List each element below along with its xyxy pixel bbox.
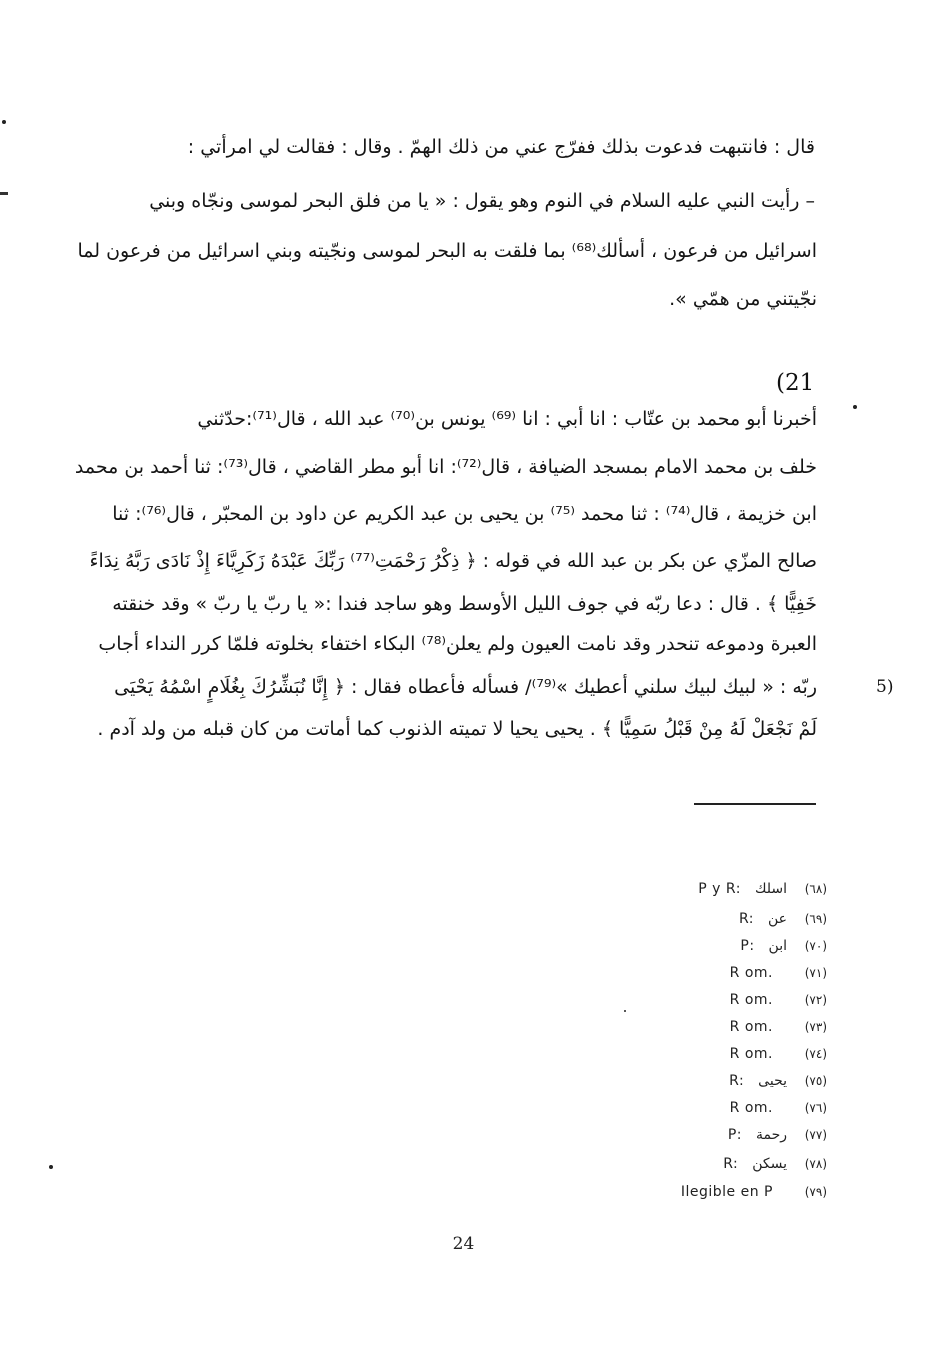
section-line-5: خَفِيًّا ﴾ . قال : دعا ربّه في جوف الليل الأوسط وهو ساجد فندا :« يا ربّ يا ربّ » وقد خنقته: [112, 593, 817, 615]
scan-speck: [853, 405, 857, 409]
footnote-word: ابن: [768, 938, 787, 954]
footnote-word: يسكن: [752, 1156, 787, 1172]
footnote-source: R om.: [729, 1046, 773, 1062]
paragraph1-line-2: – رأيت النبي عليه السلام في النوم وهو يقول : « يا من فلق البحر لموسى ونجّاه وبني: [149, 190, 815, 212]
section-line-7: ربّه : « لبيك لبيك سلني أعطيك »⁽⁷⁹⁾/ فسأله فأعطاه فقال : ﴿ إِنَّا نُبَشِّرُكَ بِغُلَامٍ اسْمُهُ يَحْيَى: [114, 676, 817, 698]
footnote-71: [567, 962, 827, 984]
paragraph1-line-1: قال : فانتبهت فدعوت بذلك ففرّج عني من ذلك الهمّ . وقال : فقالت لي امرأتي :: [187, 136, 815, 158]
footnote-source: R om.: [729, 992, 773, 1008]
footnote-70: [567, 935, 827, 957]
footnote-source: R:: [738, 911, 754, 927]
footnote-source: P y R:: [698, 881, 741, 897]
footnote-source: R om.: [729, 1019, 773, 1035]
footnote-source: P:: [727, 1127, 742, 1143]
footnote-76: [567, 1097, 827, 1119]
scan-speck: [0, 192, 8, 195]
footnote-number: (٧١): [804, 966, 827, 980]
section-line-2: خلف بن محمد الامام بمسجد الضيافة ، قال⁽⁷²⁾: انا أبو مطر القاضي ، قال⁽⁷³⁾: ثنا أحمد بن محمد: [74, 456, 817, 478]
footnote-number: (٧٥): [804, 1074, 827, 1088]
footnote-word: عن: [767, 911, 787, 927]
footnote-69: [567, 908, 827, 930]
page-number: 24: [452, 1234, 475, 1254]
footnote-number: (٧٧): [804, 1128, 827, 1142]
footnote-source: R om.: [729, 965, 773, 981]
margin-line-marker: 5): [876, 677, 894, 697]
footnote-74: [567, 1043, 827, 1065]
footnote-75: [567, 1070, 827, 1092]
footnote-number: (٦٨): [804, 882, 827, 896]
footnote-source: R:: [723, 1156, 739, 1172]
footnote-77: [567, 1124, 827, 1146]
footnote-79: [567, 1181, 827, 1203]
footnote-word: يحيى: [758, 1073, 787, 1089]
section-line-8: لَمْ نَجْعَلْ لَهُ مِنْ قَبْلُ سَمِيًّا ﴾ . يحيى يحيا لا تميته الذنوب كما أماتت من كان قبله من ولد آدم .: [97, 718, 817, 740]
scan-speck: [2, 120, 6, 124]
scan-speck: [624, 1010, 626, 1012]
footnote-number: (٦٩): [804, 912, 827, 926]
footnote-number: (٧٠): [804, 939, 827, 953]
footnote-number: (٧٦): [804, 1101, 827, 1115]
section-line-4: صالح المزّي عن بكر بن عبد الله في قوله : ﴿ ذِكْرُ رَحْمَتِ⁽⁷⁷⁾ رَبِّكَ عَبْدَهُ زَكَرِيَّاءَ إِذْ نَادَى رَبَّهُ نِدَاءً: [89, 550, 817, 572]
footnote-word: اسلك: [754, 881, 787, 897]
footnote-source: P:: [740, 938, 755, 954]
scan-speck: [49, 1165, 53, 1169]
footnote-number: (٧٨): [804, 1157, 827, 1171]
footnote-73: [567, 1016, 827, 1038]
footnote-68: [567, 878, 827, 900]
footnote-word: رحمة: [755, 1127, 787, 1143]
section-line-3: ابن خزيمة ، قال⁽⁷⁴⁾ : ثنا محمد ⁽⁷⁵⁾ بن يحيى بن عبد الكريم عن داود بن المحبّر ، قال⁽⁷⁶⁾: ثنا: [112, 503, 817, 525]
footnote-rule: [694, 803, 816, 805]
paragraph1-line-3: اسرائيل من فرعون ، أسألك⁽⁶⁸⁾ بما فلقت به البحر لموسى ونجّيته وبني اسرائيل من فرعون لما: [77, 240, 817, 262]
footnote-source: R om.: [729, 1100, 773, 1116]
footnote-78: [567, 1153, 827, 1175]
footnote-source: Ilegible en P: [680, 1184, 773, 1200]
footnote-number: (٧٤): [804, 1047, 827, 1061]
footnote-number: (٧٢): [804, 993, 827, 1007]
footnote-72: [567, 989, 827, 1011]
section-line-6: العبرة ودموعه تنحدر وقد نامت العيون ولم يعلن⁽⁷⁸⁾ البكاء اختفاء بخلوته فلمّا كرر النداء أجاب: [98, 633, 817, 655]
paragraph1-line-4: نجّيتني من همّي ».: [669, 288, 817, 310]
footnote-source: R:: [729, 1073, 745, 1089]
footnote-number: (٧٣): [804, 1020, 827, 1034]
section-line-1: أخبرنا أبو محمد بن عتّاب : انا أبي : انا ⁽⁶⁹⁾ يونس بن⁽⁷⁰⁾ عبد الله ، قال⁽⁷¹⁾:حدّثني: [197, 408, 817, 430]
footnote-number: (٧٩): [804, 1185, 827, 1199]
section-number: (21: [776, 370, 815, 396]
